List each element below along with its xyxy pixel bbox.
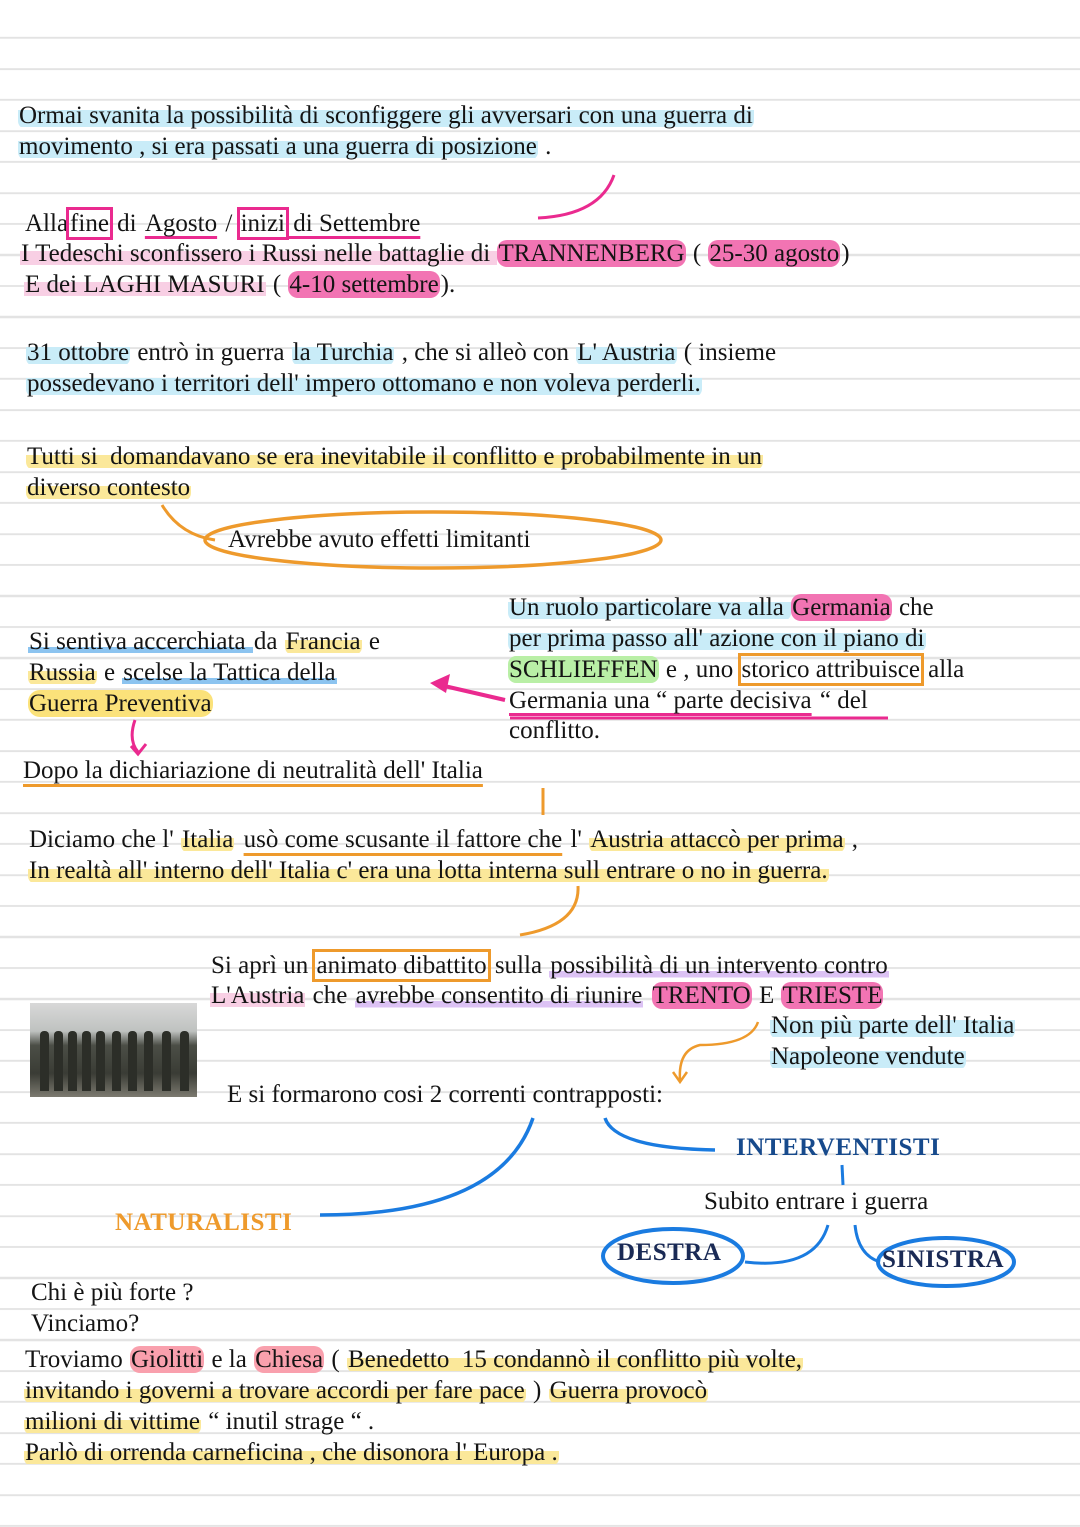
highlighted-text: E dei LAGHI MASURI (25, 271, 265, 298)
text-segment: Vinciamo? (31, 1310, 140, 1337)
highlighted-text: Italia (181, 826, 234, 853)
highlighted-text: Si sentiva accerchiata (29, 628, 252, 655)
highlighted-text: possibilità di un intervento contro (550, 952, 888, 979)
text-segment: Diciamo che l' (29, 826, 180, 853)
highlighted-text: I Tedeschi sconfissero i Russi nelle battaglie di (21, 240, 497, 267)
date-line (24, 208, 421, 240)
highlighted-text: possedevano i territori dell' impero ottomano e non voleva perderli. (27, 370, 701, 397)
text-segment: e (362, 628, 380, 655)
right-col-line-3 (508, 654, 965, 686)
highlighted-text: TRIESTE (782, 982, 883, 1009)
highlighted-text: Giolitti (130, 1346, 204, 1373)
text-segment: da (253, 628, 284, 655)
right-col-line-4 (508, 685, 869, 717)
left-col-line-1 (28, 626, 381, 658)
highlighted-text: usò come scusante il fattore che (243, 826, 563, 853)
highlighted-text: per prima passo all' azione con il piano di (509, 625, 925, 652)
battle-line-1 (20, 238, 851, 270)
debate-line-1 (210, 950, 889, 982)
currents-line (226, 1079, 664, 1111)
highlighted-text: di Settembre (287, 210, 421, 237)
highlighted-text: scelse la Tattica della (123, 659, 336, 686)
italy-line-1 (28, 824, 859, 856)
highlighted-text: Ormai svanita la possibilità di sconfiggere gli avversari con una guerra di (19, 102, 753, 129)
text-segment (234, 826, 242, 853)
highlighted-text: 25-30 agosto (709, 240, 840, 267)
text-segment: ) (841, 240, 850, 267)
text-segment: l' (564, 826, 589, 853)
highlighted-text: diverso contesto (27, 474, 191, 501)
text-segment: , (845, 826, 859, 853)
left-col-line-3 (28, 688, 213, 720)
highlighted-text: storico attribuisce (741, 656, 920, 683)
highlighted-text: Germania (792, 594, 891, 621)
question-line-1 (26, 441, 763, 473)
highlighted-text: Agosto (144, 210, 218, 237)
battle-line-2 (24, 269, 456, 301)
highlighted-text: avrebbe consentito di riunire (355, 982, 643, 1009)
highlighted-text: inizi (240, 210, 285, 237)
text-segment: alla (921, 656, 965, 683)
neutrality-line (22, 755, 484, 787)
highlighted-text: Un ruolo particolare va alla (509, 594, 791, 621)
highlighted-text: TRENTO (652, 982, 751, 1009)
text-segment: e (97, 659, 122, 686)
right-col-line-5 (508, 715, 601, 747)
highlighted-text: Russia (29, 659, 96, 686)
side-note-1 (770, 1010, 1015, 1042)
highlighted-text: Francia (285, 628, 361, 655)
highlighted-text: 4-10 settembre (289, 271, 439, 298)
highlighted-text: Guerra provocò (549, 1377, 708, 1404)
text-segment: ( insieme (677, 339, 777, 366)
question-forte (30, 1277, 194, 1309)
text-segment: sulla (488, 952, 549, 979)
text-segment: , che si alleò con (395, 339, 576, 366)
turkey-line-1 (26, 337, 777, 369)
highlighted-text: la Turchia (292, 339, 394, 366)
interventisti-label: INTERVENTISTI (736, 1134, 941, 1161)
highlighted-text: Guerra Preventiva (29, 690, 212, 717)
highlighted-text: Napoleone vendute (771, 1043, 965, 1070)
question-line-2 (26, 472, 191, 504)
question-vinciamo (30, 1308, 140, 1340)
text-segment: di (110, 210, 143, 237)
text-segment: ). (440, 271, 456, 298)
sinistra-label: SINISTRA (882, 1246, 1005, 1273)
naturalisti-label: NATURALISTI (115, 1209, 293, 1236)
highlighted-text: Non più parte dell' Italia (771, 1012, 1015, 1039)
text-segment: e , uno (659, 656, 740, 683)
ellipse-note: Avrebbe avuto effetti limitanti (228, 526, 531, 553)
highlighted-text: L'Austria (211, 982, 305, 1009)
text-segment: Alla (25, 210, 69, 237)
side-note-2 (770, 1041, 966, 1073)
highlighted-text: SCHLIEFFEN (509, 656, 658, 683)
turkey-line-2 (26, 368, 702, 400)
highlighted-text: milioni di vittime (25, 1408, 200, 1435)
highlighted-text: Parlò di orrenda carneficina , che disonora l' Europa . (25, 1439, 558, 1466)
intro-line-2 (18, 131, 552, 163)
highlighted-text: invitando i governi a trovare accordi per fare pace (25, 1377, 525, 1404)
text-segment: ( (686, 240, 708, 267)
right-col-line-1 (508, 592, 935, 624)
text-segment: “ del (813, 687, 868, 714)
highlighted-text: Germania una “ parte decisiva (509, 687, 812, 714)
intro-line-1 (18, 100, 754, 132)
highlighted-text: animato dibattito (316, 952, 487, 979)
highlighted-text: 31 ottobre (27, 339, 130, 366)
text-segment: E (752, 982, 781, 1009)
text-segment: ) (526, 1377, 548, 1404)
text-segment: che (892, 594, 934, 621)
text-segment: che (306, 982, 354, 1009)
highlighted-text: L' Austria (577, 339, 676, 366)
highlighted-text: fine (70, 210, 109, 237)
subito-label: Subito entrare i guerra (704, 1188, 929, 1215)
highlighted-text: Austria attaccò per prima (590, 826, 844, 853)
right-col-line-2 (508, 623, 926, 655)
left-col-line-2 (28, 657, 337, 689)
highlighted-text: movimento , si era passati a una guerra di posizione (19, 133, 537, 160)
text-segment (643, 982, 651, 1009)
text-segment: ( (266, 271, 288, 298)
text-segment: conflitto. (509, 717, 600, 744)
text-segment: . (538, 133, 552, 160)
italy-line-2 (28, 855, 829, 887)
text-segment: entrò in guerra (131, 339, 291, 366)
highlighted-text: In realtà all' interno dell' Italia c' era una lotta interna sull entrare o no in guerra. (29, 857, 828, 884)
debate-line-2 (210, 980, 883, 1012)
church-line-4 (24, 1437, 559, 1469)
church-line-2 (24, 1375, 708, 1407)
text-segment: / (219, 210, 239, 237)
text-segment: ( (325, 1346, 346, 1373)
text-segment: e la (205, 1346, 254, 1373)
text-segment: Troviamo (25, 1346, 129, 1373)
highlighted-text: Tutti si domandavano se era inevitabile il conflitto e probabilmente in un (27, 443, 763, 470)
text-segment: E si formarono cosi 2 correnti contrapposti: (227, 1081, 663, 1108)
destra-label: DESTRA (617, 1239, 722, 1266)
highlighted-text: Benedetto 15 condannò il conflitto più volte, (347, 1346, 803, 1373)
soldiers-photo (30, 1003, 197, 1097)
highlighted-text: TRANNENBERG (498, 240, 685, 267)
church-line-3 (24, 1406, 375, 1438)
church-line-1 (24, 1344, 803, 1376)
text-segment: “ inutil strage “ . (202, 1408, 375, 1435)
highlighted-text: Chiesa (255, 1346, 324, 1373)
text-segment: Si aprì un (211, 952, 315, 979)
text-segment: Chi è più forte ? (31, 1279, 194, 1306)
highlighted-text: Dopo la dichiariazione di neutralità dell' Italia (23, 757, 483, 784)
